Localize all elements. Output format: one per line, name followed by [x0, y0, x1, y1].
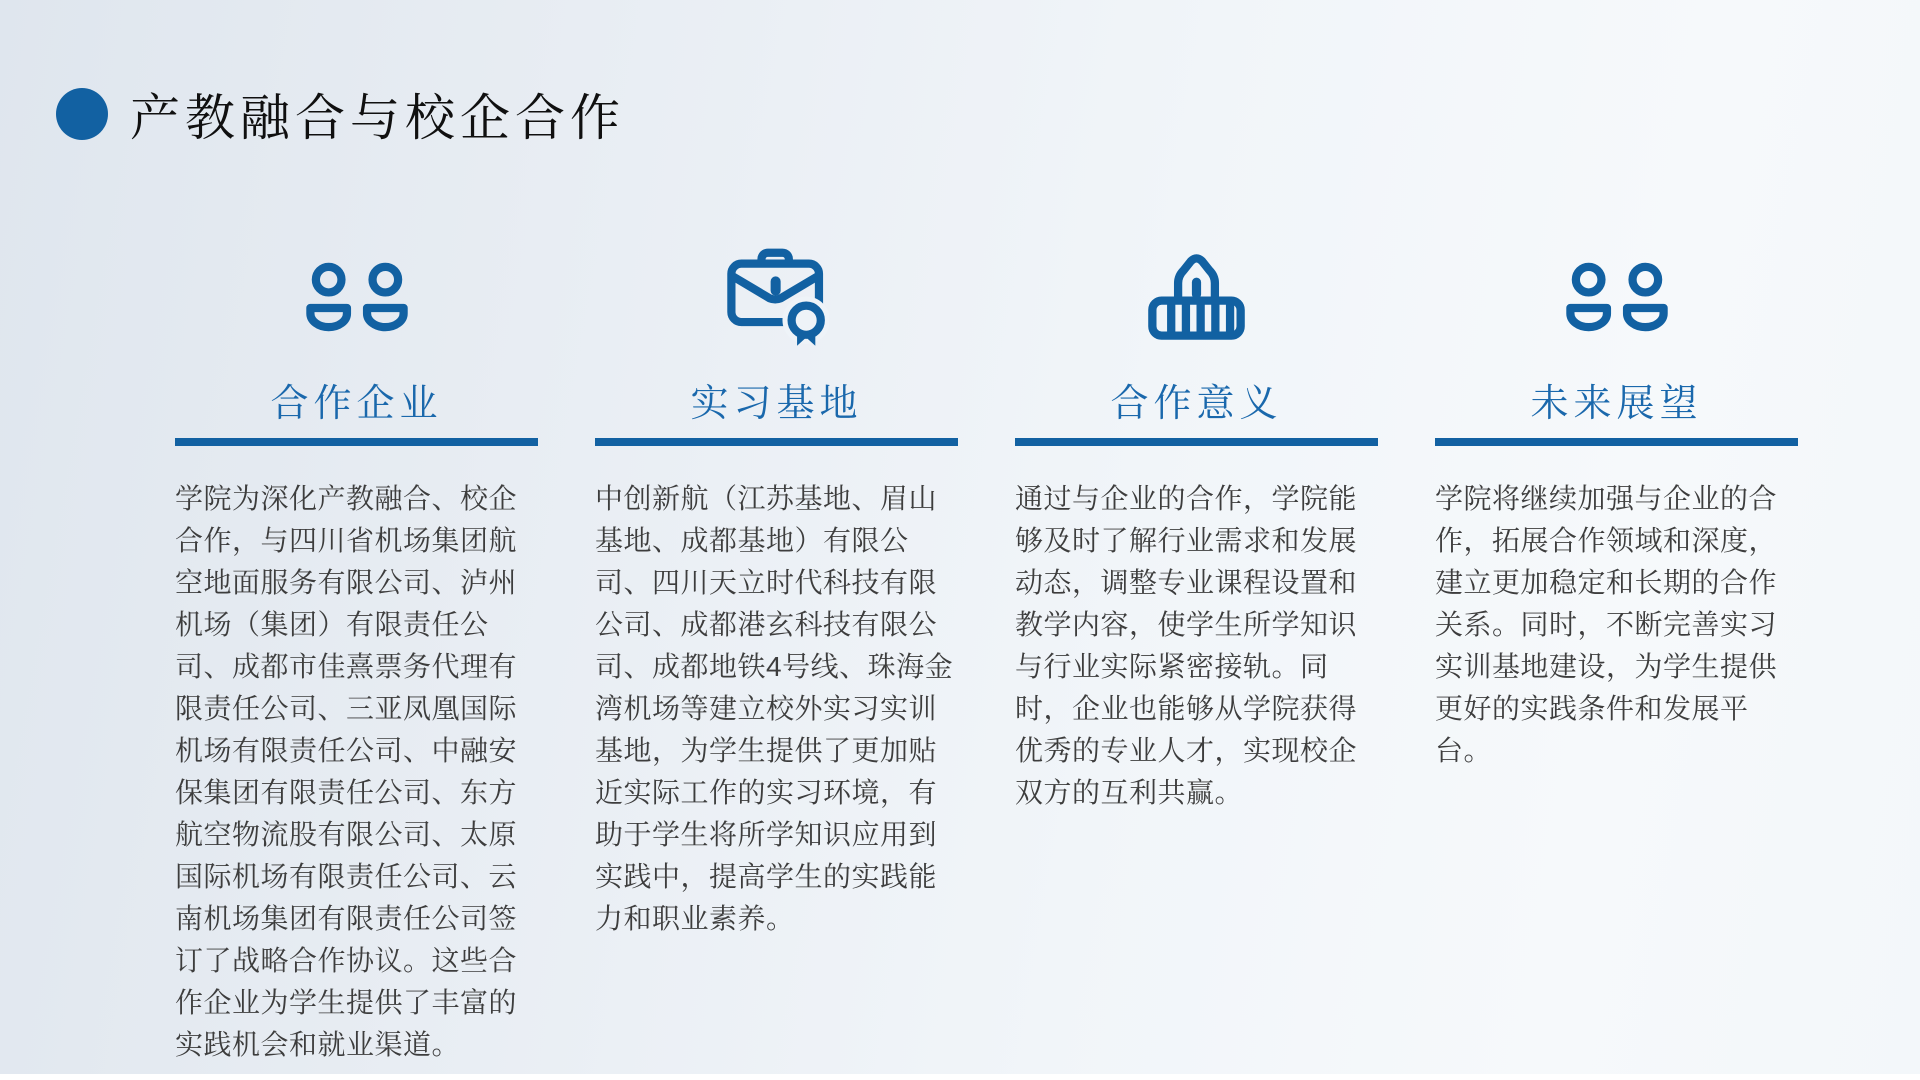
two-users-icon [1564, 245, 1670, 348]
column-body: 通过与企业的合作，学院能够及时了解行业需求和发展动态，调整专业课程设置和教学内容，使学生所学知识与行业实际紧密接轨。同时，企业也能够从学院获得优秀的专业人才，实现校企双方的互利共赢。 [1015, 482, 1358, 808]
column-body: 中创新航（江苏基地、眉山基地、成都基地）有限公司、四川天立时代科技有限公司、成都港玄科技有限公司、成都地铁4号线、珠海金湾机场等建立校外实习实训基地，为学生提供了更加贴近实际工作的实习环境，有助于学生将所学知识应用到实践中，提高学生的实践能力和职业素养。 [595, 482, 954, 934]
two-users-icon [304, 245, 410, 348]
bottom-strip [0, 1074, 1920, 1080]
column-body: 学院为深化产教融合、校企合作，与四川省机场集团航空地面服务有限公司、泸州机场（集团）有限责任公司、成都市佳熹票务代理有限责任公司、三亚凤凰国际机场有限责任公司、中融安保集团有限责任公司、东方航空物流股有限公司、太原国际机场有限责任公司、云南机场集团有限责任公司签订了战略合作协议。这些合作企业为学生提供了丰富的实践机会和就业渠道。 [175, 482, 518, 1060]
column-internship-bases [595, 245, 958, 1066]
column-cooperation-significance [1015, 245, 1378, 1066]
column-heading: 未来展望 [1530, 383, 1703, 425]
heading-underline [1435, 438, 1798, 446]
column-future-outlook [1435, 245, 1798, 1066]
title-bullet-icon [56, 88, 108, 140]
capitol-building-icon [1145, 245, 1248, 348]
column-cooperative-enterprises [175, 245, 538, 1066]
page-title: 产教融合与校企合作 [130, 90, 625, 146]
briefcase-award-icon [725, 245, 829, 348]
heading-underline [595, 438, 958, 446]
heading-underline [175, 438, 538, 446]
column-heading: 合作企业 [270, 383, 443, 425]
slide-header [56, 78, 625, 150]
column-heading: 合作意义 [1110, 383, 1283, 425]
columns-container [175, 245, 1798, 1066]
heading-underline [1015, 438, 1378, 446]
column-body: 学院将继续加强与企业的合作，拓展合作领域和深度，建立更加稳定和长期的合作关系。同时，不断完善实习实训基地建设，为学生提供更好的实践条件和发展平台。 [1435, 482, 1778, 766]
column-heading: 实习基地 [690, 383, 863, 425]
